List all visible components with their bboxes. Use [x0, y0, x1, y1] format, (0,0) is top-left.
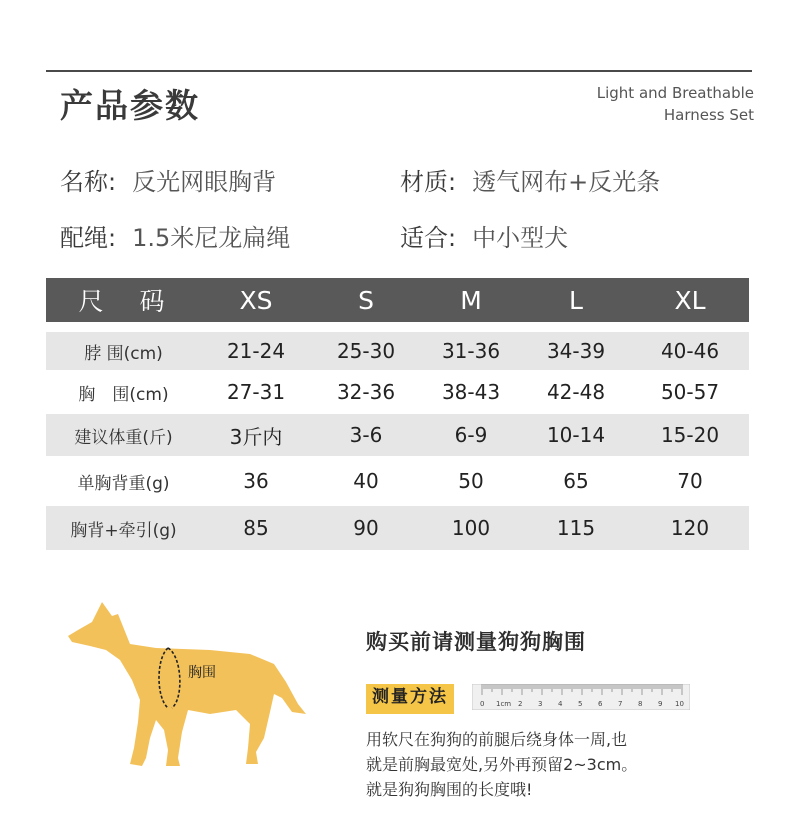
ruler-number: 5 [578, 700, 583, 708]
header-cell-m: M [460, 285, 482, 315]
table-cell: 100 [451, 516, 491, 540]
spec-fit [400, 218, 568, 253]
table-row-weight [46, 414, 749, 456]
spec-name [60, 162, 276, 197]
spec-leash [60, 218, 290, 253]
spec-fit-value: 中小型犬 [472, 224, 569, 252]
dog-illustration [60, 590, 310, 780]
table-cell: 3斤内 [229, 424, 283, 449]
dog-silhouette [68, 602, 306, 766]
spec-fit-label: 适合: [400, 224, 457, 252]
table-row-neck [46, 332, 749, 370]
header-cell-size: 尺 码 [78, 287, 179, 316]
row-label: 建议体重(斤) [74, 427, 173, 448]
table-cell: 115 [556, 516, 596, 540]
table-cell: 3-6 [349, 423, 383, 447]
table-cell: 25-30 [336, 339, 396, 363]
table-row-harness-leash-weight [46, 506, 749, 550]
table-row-chest [46, 370, 749, 414]
ruler-icon [472, 684, 690, 710]
table-cell: 50 [458, 469, 484, 493]
spec-name-value: 反光网眼胸背 [132, 168, 277, 196]
table-cell: 27-31 [226, 380, 286, 404]
row-label: 胸 围(cm) [78, 384, 169, 405]
size-table [46, 278, 749, 550]
table-cell: 38-43 [441, 380, 501, 404]
row-label: 脖 围(cm) [84, 343, 163, 364]
dog-chest-label: 胸围 [188, 665, 216, 681]
page-title: 产品参数 [60, 86, 200, 125]
table-cell: 31-36 [441, 339, 501, 363]
spec-leash-label: 配绳: [60, 224, 117, 252]
table-cell: 120 [670, 516, 710, 540]
ruler-number: 3 [538, 700, 543, 708]
table-row-harness-weight [46, 456, 749, 506]
ruler-number: 9 [658, 700, 663, 708]
ruler-number: 8 [638, 700, 643, 708]
top-divider [46, 70, 752, 72]
spec-leash-value: 1.5米尼龙扁绳 [132, 224, 291, 252]
table-cell: 32-36 [336, 380, 396, 404]
desc-line-1: 用软尺在狗狗的前腿后绕身体一周,也 [366, 730, 628, 749]
ruler-number: 7 [618, 700, 623, 708]
table-cell: 90 [353, 516, 379, 540]
ruler-number: 4 [558, 700, 563, 708]
measure-description [366, 727, 746, 802]
subtitle-line-2: Harness Set [663, 106, 754, 124]
header-cell-s: S [358, 285, 374, 315]
table-cell: 34-39 [546, 339, 606, 363]
table-cell: 10-14 [546, 423, 606, 447]
header-cell-xs: XS [239, 285, 273, 315]
ruler-number: 1cm [496, 700, 512, 708]
subtitle [597, 82, 754, 126]
subtitle-line-1: Light and Breathable [596, 84, 754, 102]
spec-name-label: 名称: [60, 168, 117, 196]
size-table-header [46, 278, 749, 322]
measure-heading: 购买前请测量狗狗胸围 [366, 630, 586, 654]
table-cell: 21-24 [226, 339, 286, 363]
table-cell: 6-9 [454, 423, 488, 447]
table-cell: 70 [677, 469, 703, 493]
method-label: 测量方法 [366, 684, 454, 714]
header-cell-xl: XL [674, 285, 706, 315]
row-label: 单胸背重(g) [77, 473, 170, 494]
desc-line-3: 就是狗狗胸围的长度哦! [366, 780, 533, 799]
ruler-number: 2 [518, 700, 523, 708]
table-cell: 42-48 [546, 380, 606, 404]
ruler-number: 0 [480, 700, 485, 708]
row-label: 胸背+牵引(g) [70, 520, 177, 541]
table-cell: 40-46 [660, 339, 720, 363]
header-cell-l: L [569, 285, 583, 315]
table-cell: 40 [353, 469, 379, 493]
table-cell: 65 [563, 469, 589, 493]
spec-material-label: 材质: [400, 168, 457, 196]
ruler-number: 10 [675, 700, 684, 708]
table-cell: 85 [243, 516, 269, 540]
table-cell: 36 [243, 469, 269, 493]
spec-material-value: 透气网布+反光条 [472, 168, 661, 196]
table-cell: 50-57 [660, 380, 720, 404]
spec-material [400, 162, 660, 197]
desc-line-2: 就是前胸最宽处,另外再预留2~3cm。 [366, 755, 638, 774]
table-cell: 15-20 [660, 423, 720, 447]
ruler-number: 6 [598, 700, 603, 708]
